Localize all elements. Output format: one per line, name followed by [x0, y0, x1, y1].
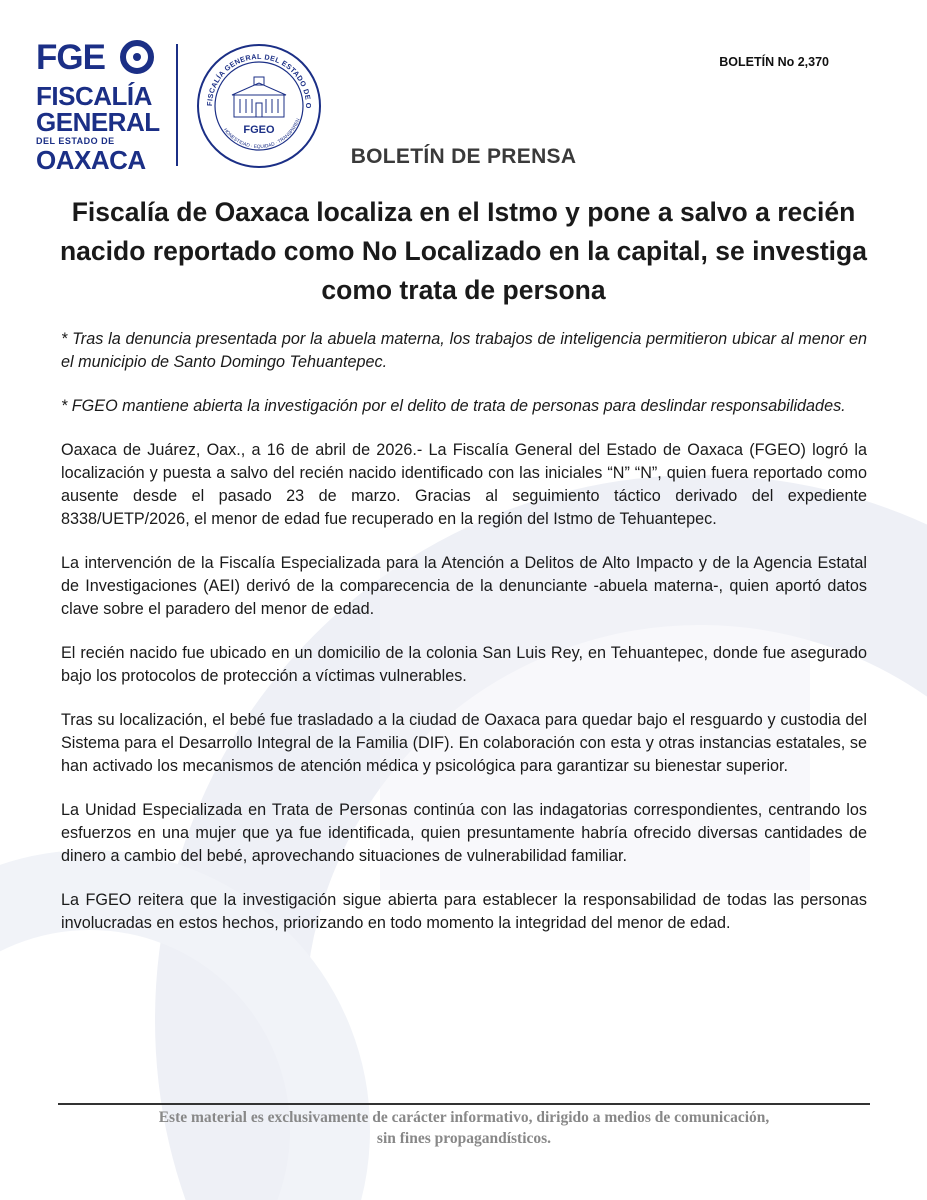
paragraph: La intervención de la Fiscalía Especializada para la Atención a Delitos de Alto Impacto y de la Agencia Estatal de Investigaciones (AEI) derivó de la comparecencia de la denunciante -abuela materna-, quien aportó datos clave sobre el paradero del menor de edad. [61, 554, 867, 618]
seal-ring-text: FISCALÍA GENERAL DEL ESTADO DE O [204, 51, 314, 109]
bulletin-number: BOLETÍN No 2,370 [719, 55, 829, 69]
footer-disclaimer [58, 1107, 870, 1149]
seal-center-text: FGEO [243, 124, 275, 136]
logo-line-fiscalia: FISCALÍA [36, 81, 152, 111]
logo-line-general: GENERAL [36, 107, 160, 137]
paragraph: Oaxaca de Juárez, Oax., a 16 de abril de 2026.- La Fiscalía General del Estado de Oaxaca (FGEO) logró la localización y puesta a salvo del recién nacido identificado con las iniciales “N” “N”, quien fuera reportado como ausente desde el pasado 23 de marzo. Gracias al seguimiento táctico derivado del expediente 8338/UETP/2026, el menor de edad fue recuperado en la región del Istmo de Tehuantepec. [61, 441, 867, 528]
headline: Fiscalía de Oaxaca localiza en el Istmo y pone a salvo a recién nacido reportado como No Localizado en la capital, se investiga como trata de persona [60, 197, 867, 305]
paragraph: La FGEO reitera que la investigación sigue abierta para establecer la responsabilidad de todas las personas involucradas en estos hechos, priorizando en todo momento la integridad del menor de edad. [61, 891, 867, 932]
logo-line-del-estado: DEL ESTADO DE [36, 136, 115, 146]
footer-line-2: sin fines propagandísticos. [376, 1130, 552, 1147]
paragraph: El recién nacido fue ubicado en un domicilio de la colonia San Luis Rey, en Tehuantepec, donde fue asegurado bajo los protocolos de protección a víctimas vulnerables. [61, 644, 867, 685]
lead-point: * FGEO mantiene abierta la investigación por el delito de trata de personas para deslindar responsabilidades. [61, 397, 846, 415]
logo-line-oaxaca: OAXACA [36, 145, 146, 175]
press-title: BOLETÍN DE PRENSA [350, 145, 577, 168]
lead-point: * Tras la denuncia presentada por la abuela materna, los trabajos de inteligencia permitieron ubicar al menor en el municipio de Santo Domingo Tehuantepec. [61, 330, 867, 371]
footer-divider [58, 1103, 870, 1105]
article-body [61, 328, 867, 956]
paragraph: La Unidad Especializada en Trata de Personas continúa con las indagatorias correspondientes, centrando los esfuerzos en una mujer que ya fue identificada, quien presuntamente habría ofrecido diversas cantidades de dinero a cambio del bebé, aprovechando situaciones de vulnerabilidad familiar. [61, 801, 867, 865]
footer-line-1: Este material es exclusivamente de carácter informativo, dirigido a medios de comunicación, [158, 1109, 770, 1126]
seal-bottom-text: HONESTIDAD · EQUIDAD · TRANSPAREN [222, 117, 302, 151]
paragraph: Tras su localización, el bebé fue trasladado a la ciudad de Oaxaca para quedar bajo el resguardo y custodia del Sistema para el Desarrollo Integral de la Familia (DIF). En colaboración con esta y otras instancias estatales, se han activado los mecanismos de atención médica y psicológica para garantizar su bienestar superior. [61, 711, 867, 775]
fgeo-logo-mark [36, 40, 160, 79]
svg-text:FGE: FGE [36, 40, 105, 74]
